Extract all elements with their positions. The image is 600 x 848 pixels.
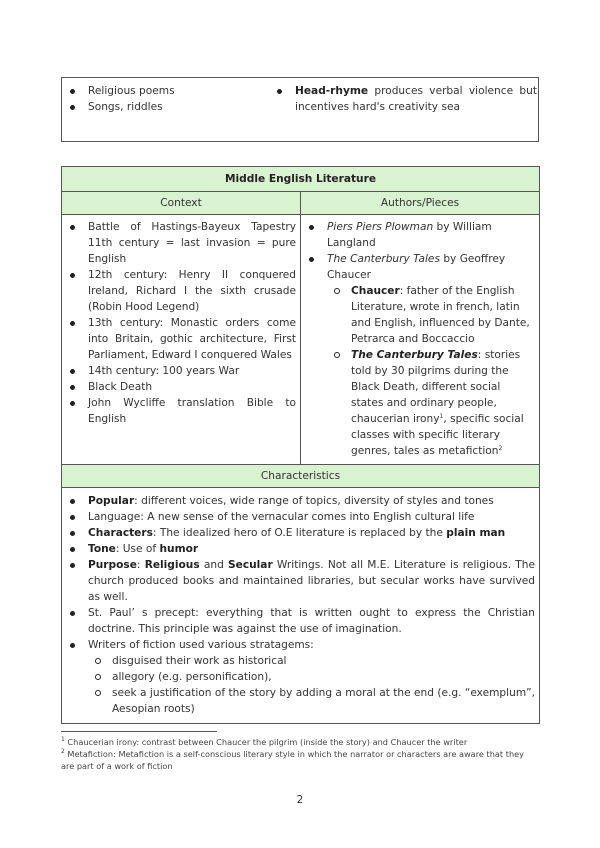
item-text: and [199,559,229,571]
table-title-cell [62,167,540,192]
list-item: Songs, riddles [62,99,262,115]
bold-term: Purpose [88,559,137,571]
page-number: 2 [296,794,304,806]
footnote-mark: 1 [61,736,65,743]
sub-list-item [327,347,535,459]
middle-english-table [61,166,540,724]
footnote-ref[interactable]: 1 [439,413,444,420]
bold-term: Characters [88,527,153,539]
context-cell [62,215,301,465]
sub-list-item: seek a justification of the story by adding a moral at the end (e.g. “exemplum”, Aesopian roots) [88,685,535,717]
list-item [62,541,535,557]
list-item: St. Paul’ s precept: everything that is written ought to express the Christian doctrine. This principle was against the use of imagination. [62,605,535,637]
sub-list-item: disguised their work as historical [88,653,535,669]
list-item [62,493,535,509]
list-item: Language: A new sense of the vernacular comes into English cultural life [62,509,535,525]
list-item: Battle of Hastings-Bayeux Tapestry 11th century = last invasion = pure English [62,219,296,267]
list-item: 13th century: Monastic orders come into Britain, gothic architecture, First Parliament, Edward I conquered Wales [62,315,296,363]
list-item [301,251,535,459]
top-box-right-list [269,83,537,115]
item-text: Writings. Not all M.E. Literature is religious. The church produced books and maintained libraries, but secular works have survived as well. [88,559,536,603]
work-title: The Canterbury Tales [351,349,478,361]
item-text: : stories told by 30 pilgrims during the Black Death, different social states and ordinary people, chaucerian irony [351,349,521,425]
sub-list [327,283,535,459]
list-item [62,525,535,541]
bold-term: Tone [88,543,116,555]
context-list [62,215,300,432]
bold-term: Popular [88,495,135,507]
list-item: John Wycliffe translation Bible to English [62,395,296,427]
bold-term: Head-rhyme [295,85,369,97]
sub-list-item: allegory (e.g. personification), [88,669,535,685]
item-text: : father of the English Literature, wrote in french, latin and English, influenced by Dante, Petrarca and Boccaccio [351,285,530,345]
footnote-2 [61,749,539,772]
top-box-left-list [62,83,262,115]
sub-list [88,653,535,717]
item-text: : [136,559,145,571]
item-text: Writers of fiction used various stratagems: [88,639,314,651]
footnote-divider [61,731,217,732]
item-text: , specific social classes with specific literary genres, tales as metafiction [351,413,524,457]
top-box [61,77,539,142]
table-title: Middle English Literature [224,173,377,185]
authors-list [301,215,539,464]
bold-term: Religious [144,559,200,571]
list-item: 12th century: Henry II conquered Ireland, Richard I the sixth crusade (Robin Hood Legend) [62,267,296,315]
item-text: : The idealized hero of O.E literature is replaced by the [152,527,447,539]
bold-term: Secular [228,559,273,571]
column-header-authors: Authors/Pieces [301,192,540,215]
list-item [301,219,535,251]
work-title: The Canterbury Tales [327,253,440,265]
bold-term: Chaucer [351,285,400,297]
authors-cell [301,215,540,465]
list-item: Religious poems [62,83,262,99]
footnote-1 [61,737,539,749]
column-header-context: Context [62,192,301,215]
list-item [62,637,535,717]
item-text: : Use of [115,543,160,555]
characteristics-cell [62,488,540,724]
characteristics-header: Characteristics [62,465,540,488]
footnote-ref[interactable]: 2 [498,445,503,452]
bold-term: humor [159,543,199,555]
list-item [269,83,537,115]
work-title: Piers Piers Plowman [327,221,434,233]
list-item: Black Death [62,379,296,395]
sub-list-item [327,283,535,347]
item-text: by Geoffrey Chaucer [327,253,506,281]
item-text: produces verbal violence but incentives hard's creativity sea [295,85,537,113]
item-text: : different voices, wide range of topics, diversity of styles and tones [134,495,494,507]
item-text: by William Langland [327,221,492,249]
bold-term: plain man [446,527,506,539]
footnote-mark: 2 [61,748,65,755]
footnote-text: Chaucerian irony: contrast between Chaucer the pilgrim (inside the story) and Chaucer the writer [64,737,468,747]
list-item [62,557,535,605]
characteristics-list [62,488,539,723]
footnote-text: Metafiction: Metafiction is a self-conscious literary style in which the narrator or characters are aware that they are part of a work of fiction [61,749,525,771]
list-item: 14th century: 100 years War [62,363,296,379]
